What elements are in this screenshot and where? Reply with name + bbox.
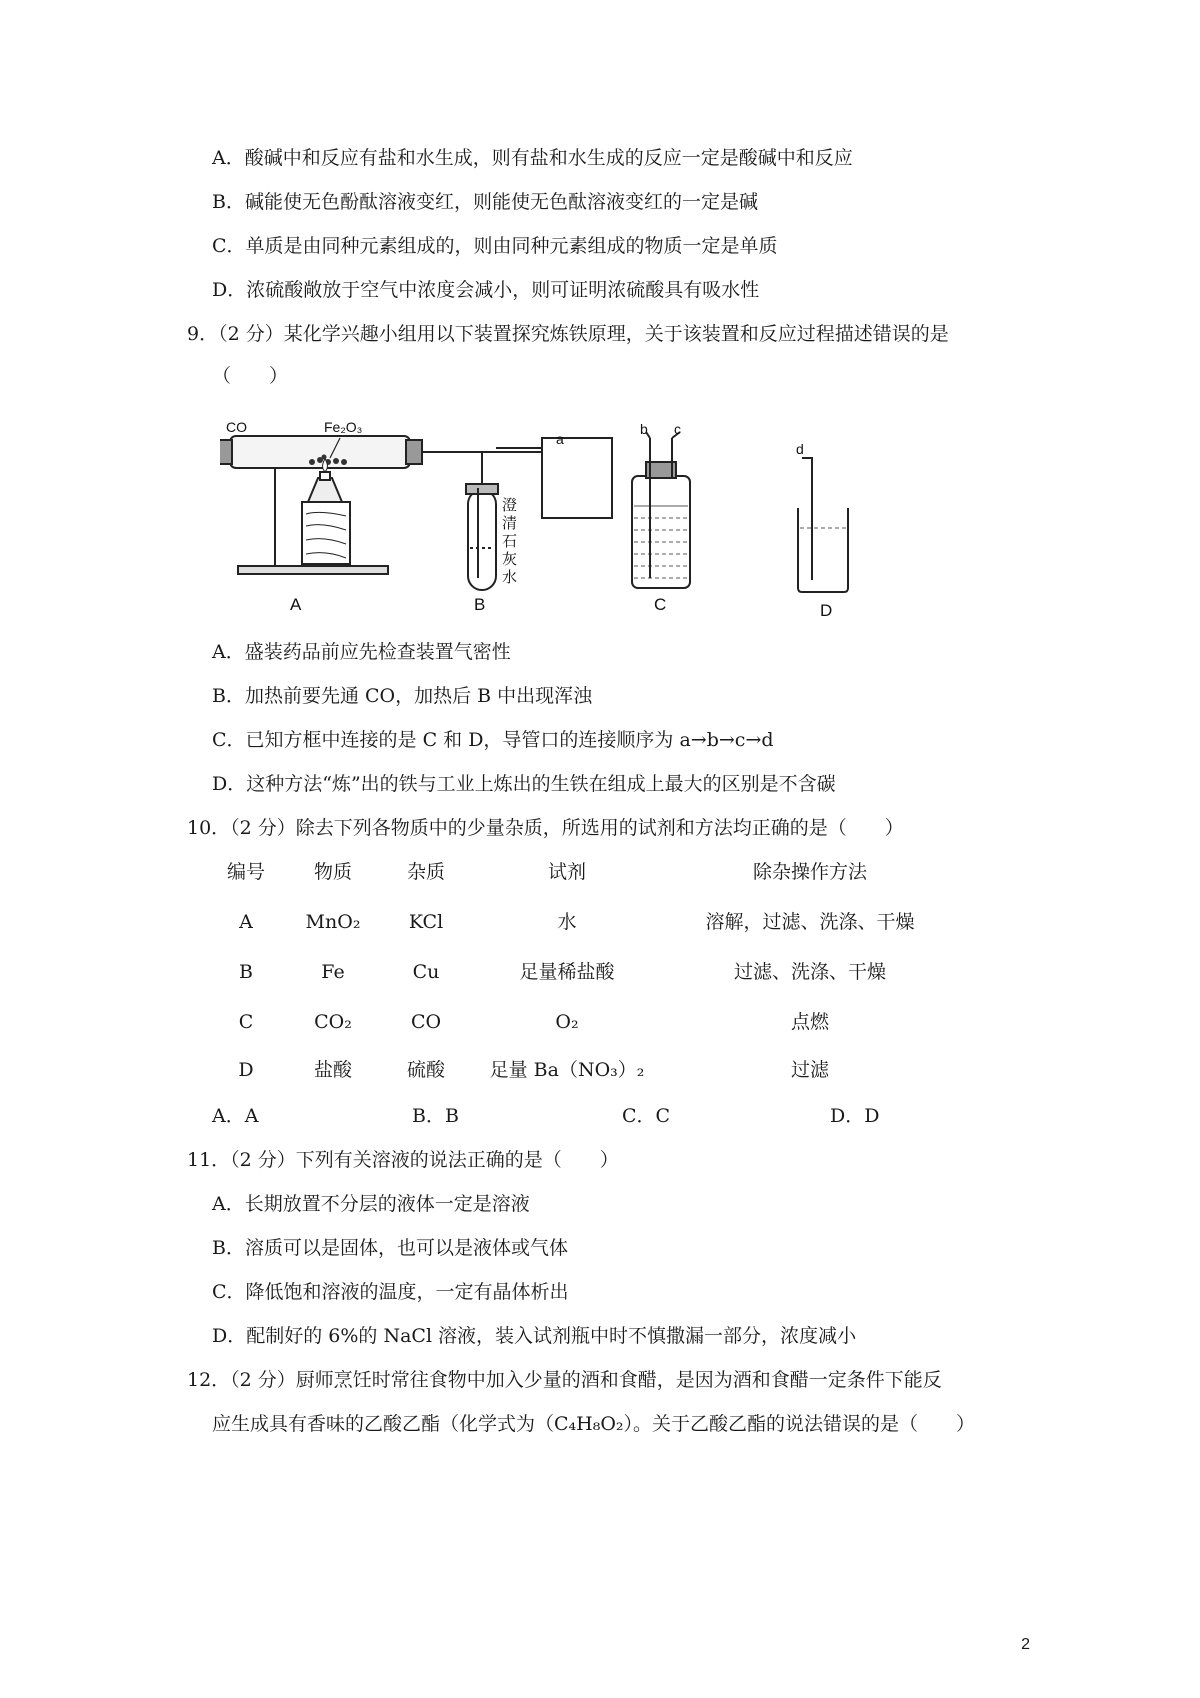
header-cell: 除杂操作方法	[752, 861, 868, 883]
table-cell: 盐酸	[313, 1059, 353, 1081]
tube-label-d: d	[796, 441, 804, 457]
table-cell: 足量 Ba（NO₃）₂	[489, 1059, 645, 1081]
table-cell: CO	[410, 1011, 442, 1033]
caption-c: C	[654, 595, 667, 614]
limewater-char-2: 清	[502, 515, 518, 532]
table-cell: 过滤、洗涤、干燥	[733, 961, 887, 983]
header-cell: 物质	[313, 861, 353, 883]
connection-box	[542, 438, 612, 518]
stand-base	[238, 566, 388, 574]
caption-a: A	[290, 595, 302, 614]
table-cell: C	[238, 1011, 254, 1033]
limewater-char-1: 澄	[502, 497, 518, 514]
table-cell: 溶解，过滤、洗涤、干燥	[705, 911, 915, 933]
q11-option-d: D．配制好的 6%的 NaCl 溶液，装入试剂瓶中时不慎撒漏一部分，浓度减小	[212, 1325, 857, 1347]
q11-option-b: B．溶质可以是固体，也可以是液体或气体	[212, 1237, 568, 1259]
q12-stem-line-2: 应生成具有香味的乙酸乙酯（化学式为（C₄H₈O₂）。关于乙酸乙酯的说法错误的是（ ）	[212, 1413, 976, 1435]
q10-answer-c: C．C	[622, 1105, 671, 1127]
q8-option-c: C．单质是由同种元素组成的，则由同种元素组成的物质一定是单质	[212, 235, 778, 257]
table-cell: MnO₂	[305, 911, 361, 933]
table-cell: Fe	[321, 961, 345, 983]
table-cell: B	[239, 961, 253, 983]
q9-answer-paren: （ ）	[212, 365, 289, 387]
co-label: CO	[226, 419, 247, 435]
table-cell: 水	[557, 911, 577, 933]
table-cell: Cu	[412, 961, 440, 983]
limewater-char-5: 水	[502, 569, 518, 586]
fe2o3-label: Fe₂O₃	[324, 419, 363, 435]
table-cell: D	[238, 1059, 254, 1081]
tube-label-c: c	[674, 421, 681, 437]
gas-washing-bottle-c	[632, 476, 690, 588]
q10-answer-a: A．A	[212, 1105, 259, 1127]
caption-b: B	[474, 595, 486, 614]
header-cell: 编号	[226, 861, 266, 883]
table-cell: KCl	[408, 911, 444, 933]
caption-d: D	[820, 601, 833, 620]
q9-option-a: A．盛装药品前应先检查装置气密性	[212, 641, 511, 663]
iron-smelting-apparatus-figure	[220, 418, 940, 678]
q9-option-c: C．已知方框中连接的是 C 和 D，导管口的连接顺序为 a→b→c→d	[212, 729, 774, 751]
test-tube-b	[468, 490, 496, 590]
table-cell: A	[239, 911, 253, 933]
left-stopper	[220, 440, 232, 464]
q8-option-a: A．酸碱中和反应有盐和水生成，则有盐和水生成的反应一定是酸碱中和反应	[212, 147, 853, 169]
q11-option-c: C．降低饱和溶液的温度，一定有晶体析出	[212, 1281, 569, 1303]
tube-label-b: b	[640, 421, 648, 437]
alcohol-lamp	[308, 478, 342, 502]
combustion-tube	[230, 436, 410, 468]
q9-option-d: D．这种方法“炼”出的铁与工业上炼出的生铁在组成上最大的区别是不含碳	[212, 773, 836, 795]
q10-answer-d: D．D	[830, 1105, 880, 1127]
table-cell: 过滤	[790, 1059, 830, 1081]
q9-option-b: B．加热前要先通 CO，加热后 B 中出现浑浊	[212, 685, 593, 707]
q8-option-d: D．浓硫酸敞放于空气中浓度会减小，则可证明浓硫酸具有吸水性	[212, 279, 760, 301]
table-cell: 点燃	[790, 1011, 830, 1033]
q11-stem: 11．（2 分）下列有关溶液的说法正确的是（ ）	[187, 1149, 619, 1171]
wood-block	[302, 502, 350, 564]
tube-label-a: a	[556, 431, 564, 447]
limewater-char-4: 灰	[502, 551, 518, 568]
limewater-char-3: 石	[502, 533, 518, 550]
table-cell: 足量稀盐酸	[519, 961, 615, 983]
q10-answer-b: B．B	[412, 1105, 459, 1127]
table-cell: 硫酸	[406, 1059, 446, 1081]
header-cell: 试剂	[547, 861, 587, 883]
beaker-d	[798, 508, 848, 592]
page-number: 2	[1021, 1636, 1030, 1653]
table-cell: O₂	[555, 1011, 579, 1033]
q10-stem: 10．（2 分）除去下列各物质中的少量杂质，所选用的试剂和方法均正确的是（ ）	[187, 817, 904, 839]
header-cell: 杂质	[406, 861, 446, 883]
q12-stem-line-1: 12．（2 分）厨师烹饪时常往食物中加入少量的酒和食醋，是因为酒和食醋一定条件下能反	[187, 1369, 942, 1391]
table-cell: CO₂	[314, 1011, 352, 1033]
q9-stem: 9．（2 分）某化学兴趣小组用以下装置探究炼铁原理，关于该装置和反应过程描述错误的是	[187, 323, 949, 345]
q11-option-a: A．长期放置不分层的液体一定是溶液	[212, 1193, 530, 1215]
right-stopper	[406, 440, 422, 464]
q8-option-b: B．碱能使无色酚酞溶液变红，则能使无色酞溶液变红的一定是碱	[212, 191, 758, 213]
